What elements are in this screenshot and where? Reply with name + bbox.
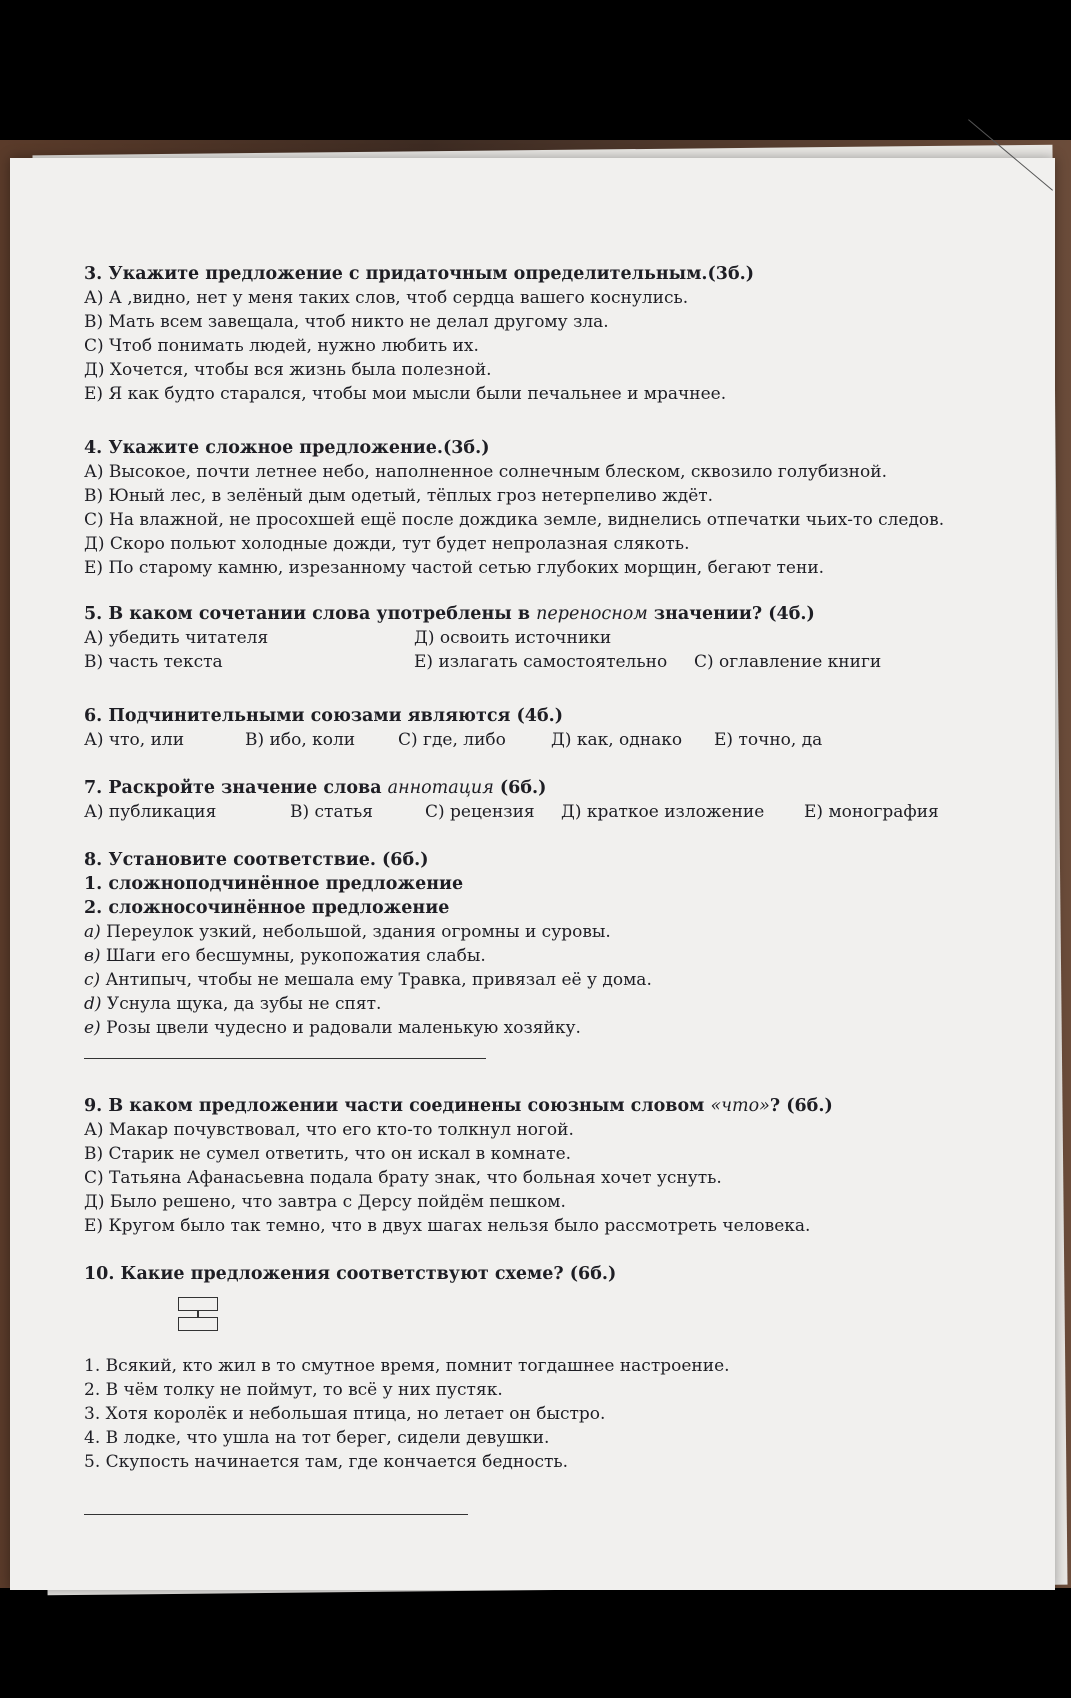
- title-text: 5. В каком сочетании слова употреблены в: [84, 604, 537, 624]
- answer-option: 5. Скупость начинается там, где кончается бедность.: [84, 1452, 569, 1472]
- option-letter: а): [84, 922, 101, 942]
- answer-option: В) ибо, коли: [245, 730, 356, 750]
- option-letter: е): [84, 1018, 101, 1038]
- answer-option: 2. В чём толку не поймут, то всё у них пустяк.: [84, 1380, 503, 1400]
- answer-option: 4. В лодке, что ушла на тот берег, сидели девушки.: [84, 1428, 550, 1448]
- answer-option: В) часть текста: [84, 652, 223, 672]
- question-7: [84, 776, 939, 824]
- answer-option: Е) Кругом было так темно, что в двух шагах нельзя было рассмотреть человека.: [84, 1216, 811, 1236]
- question-title: [84, 1094, 833, 1118]
- sentence-type: 1. сложноподчинённое предложение: [84, 874, 464, 894]
- answer-option: В) Юный лес, в зелёный дым одетый, тёплых гроз нетерпеливо ждёт.: [84, 486, 714, 506]
- option-row: [84, 728, 822, 752]
- answer-option: Д) освоить источники: [414, 628, 612, 648]
- answer-option: А) что, или: [84, 730, 185, 750]
- sentence-type: 2. сложносочинённое предложение: [84, 898, 450, 918]
- answer-option: Д) как, однако: [551, 730, 683, 750]
- title-emphasis: переносном: [536, 604, 648, 624]
- answer-option: [84, 944, 652, 968]
- option-text: Шаги его бесшумны, рукопожатия слабы.: [100, 946, 486, 966]
- question-title: [84, 602, 881, 626]
- title-text: 9. В каком предложении части соединены союзным словом: [84, 1096, 711, 1116]
- answer-option: С) оглавление книги: [694, 652, 882, 672]
- answer-option: С) где, либо: [398, 730, 506, 750]
- answer-line: [84, 1514, 468, 1515]
- option-text: Антипыч, чтобы не мешала ему Травка, привязал её у дома.: [100, 970, 652, 990]
- answer-option: Е) Я как будто старался, чтобы мои мысли были печальнее и мрачнее.: [84, 384, 727, 404]
- answer-option: Д) Было решено, что завтра с Дерсу пойдём пешком.: [84, 1192, 566, 1212]
- answer-option: А) Высокое, почти летнее небо, наполненное солнечным блеском, сквозило голубизной.: [84, 462, 887, 482]
- answer-option: В) статья: [290, 802, 373, 822]
- question-title: 8. Установите соответствие. (6б.): [84, 850, 429, 870]
- answer-option: А) А ,видно, нет у меня таких слов, чтоб сердца вашего коснулись.: [84, 288, 689, 308]
- answer-option: Д) краткое изложение: [561, 802, 765, 822]
- answer-line: [84, 1058, 486, 1059]
- question-10-options: [84, 1354, 730, 1474]
- question-6: [84, 704, 822, 752]
- title-emphasis: «что»: [710, 1096, 770, 1116]
- option-text: Переулок узкий, небольшой, здания огромны и суровы.: [100, 922, 611, 942]
- title-text: значении? (4б.): [647, 604, 815, 624]
- answer-option: С) На влажной, не просохшей ещё после дождика земле, виднелись отпечатки чьих-то следов.: [84, 510, 945, 530]
- question-title: [84, 776, 939, 800]
- answer-option: С) Чтоб понимать людей, нужно любить их.: [84, 336, 479, 356]
- answer-option: Е) По старому камню, изрезанному частой сетью глубоких морщин, бегают тени.: [84, 558, 825, 578]
- scheme-main-clause: [178, 1297, 218, 1311]
- option-text: Розы цвели чудесно и радовали маленькую хозяйку.: [100, 1018, 581, 1038]
- answer-option: [84, 1016, 652, 1040]
- scheme-subordinate-clause: [178, 1317, 218, 1331]
- option-row: [84, 626, 881, 650]
- answer-option: Д) Скоро польют холодные дожди, тут будет непролазная слякоть.: [84, 534, 690, 554]
- question-5: [84, 602, 881, 674]
- answer-option: Е) монография: [804, 802, 939, 822]
- answer-option: С) рецензия: [425, 802, 535, 822]
- answer-option: А) публикация: [84, 802, 217, 822]
- option-letter: в): [84, 946, 101, 966]
- answer-option: В) Мать всем завещала, чтоб никто не делал другому зла.: [84, 312, 609, 332]
- answer-option: С) Татьяна Афанасьевна подала брату знак, что больная хочет уснуть.: [84, 1168, 722, 1188]
- option-row: [84, 650, 881, 674]
- title-text: 7. Раскройте значение слова: [84, 778, 388, 798]
- answer-option: 1. Всякий, кто жил в то смутное время, помнит тогдашнее настроение.: [84, 1356, 730, 1376]
- option-letter: с): [84, 970, 101, 990]
- title-text: (6б.): [493, 778, 547, 798]
- option-row: [84, 800, 939, 824]
- question-4: [84, 436, 944, 580]
- answer-option: [84, 992, 652, 1016]
- title-text: ? (6б.): [769, 1096, 833, 1116]
- answer-option: [84, 968, 652, 992]
- option-text: Уснула щука, да зубы не спят.: [101, 994, 382, 1014]
- question-title: 6. Подчинительными союзами являются (4б.): [84, 706, 563, 726]
- answer-option: А) убедить читателя: [84, 628, 269, 648]
- question-8: [84, 848, 652, 1040]
- answer-option: Е) излагать самостоятельно: [414, 652, 668, 672]
- answer-option: А) Макар почувствовал, что его кто-то толкнул ногой.: [84, 1120, 574, 1140]
- question-title: 3. Укажите предложение с придаточным определительным.(3б.): [84, 264, 754, 284]
- title-emphasis: аннотация: [387, 778, 494, 798]
- sentence-scheme-diagram: [178, 1297, 220, 1331]
- question-title: 4. Укажите сложное предложение.(3б.): [84, 438, 490, 458]
- question-3: [84, 262, 754, 406]
- answer-option: [84, 920, 652, 944]
- question-9: [84, 1094, 833, 1238]
- option-letter: d): [84, 994, 102, 1014]
- answer-option: 3. Хотя королёк и небольшая птица, но летает он быстро.: [84, 1404, 606, 1424]
- question-title: 10. Какие предложения соответствуют схеме? (6б.): [84, 1264, 617, 1284]
- answer-option: Д) Хочется, чтобы вся жизнь была полезной.: [84, 360, 492, 380]
- question-10: [84, 1262, 616, 1286]
- answer-option: Е) точно, да: [714, 730, 823, 750]
- answer-option: В) Старик не сумел ответить, что он искал в комнате.: [84, 1144, 572, 1164]
